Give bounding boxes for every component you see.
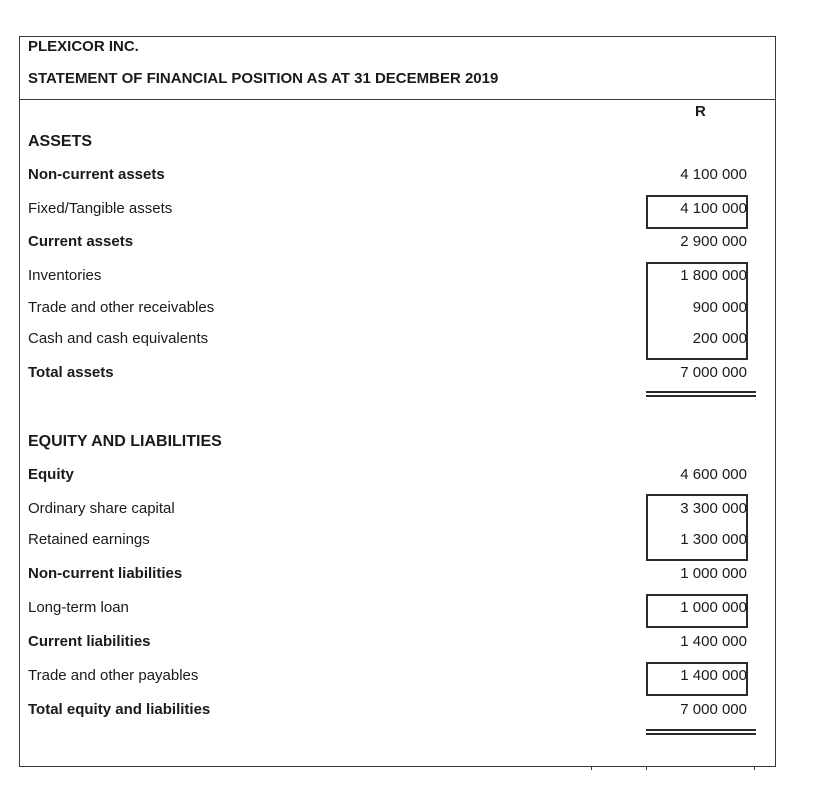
long-term-loan-value: 1 000 000: [680, 599, 747, 616]
total-equity-liabilities-value: 7 000 000: [680, 701, 747, 718]
fixed-tangible-assets-label: Fixed/Tangible assets: [28, 200, 173, 217]
bottom-tick: [591, 766, 592, 770]
equity-liabilities-heading: EQUITY AND LIABILITIES: [28, 433, 222, 450]
statement-title: STATEMENT OF FINANCIAL POSITION AS AT 31 DECEMBER 2019: [28, 70, 499, 87]
assets-heading: ASSETS: [28, 133, 93, 150]
cash-value: 200 000: [692, 330, 747, 347]
payables-value: 1 400 000: [680, 667, 747, 684]
header-divider: [19, 99, 776, 100]
total-assets-value: 7 000 000: [680, 364, 747, 381]
total-assets-double-underline: [646, 391, 756, 397]
current-assets-label: Current assets: [28, 233, 134, 250]
inventories-label: Inventories: [28, 267, 102, 284]
company-name: PLEXICOR INC.: [28, 38, 139, 55]
bottom-tick: [646, 766, 647, 770]
inventories-value: 1 800 000: [680, 267, 747, 284]
statement-frame: [19, 36, 776, 767]
long-term-loan-label: Long-term loan: [28, 599, 129, 616]
receivables-value: 900 000: [692, 299, 747, 316]
non-current-liabilities-label: Non-current liabilities: [28, 565, 183, 582]
non-current-liabilities-value: 1 000 000: [680, 565, 747, 582]
share-capital-label: Ordinary share capital: [28, 500, 175, 517]
fixed-tangible-assets-value: 4 100 000: [680, 200, 747, 217]
cash-label: Cash and cash equivalents: [28, 330, 209, 347]
equity-value: 4 600 000: [680, 466, 747, 483]
payables-label: Trade and other payables: [28, 667, 199, 684]
total-equity-liabilities-label: Total equity and liabilities: [28, 701, 211, 718]
retained-earnings-value: 1 300 000: [680, 531, 747, 548]
non-current-assets-label: Non-current assets: [28, 166, 165, 183]
bottom-tick: [754, 766, 755, 770]
current-liabilities-label: Current liabilities: [28, 633, 151, 650]
equity-label: Equity: [28, 466, 74, 483]
current-liabilities-value: 1 400 000: [680, 633, 747, 650]
currency-label: R: [695, 103, 706, 120]
non-current-assets-value: 4 100 000: [680, 166, 747, 183]
total-assets-label: Total assets: [28, 364, 114, 381]
current-assets-value: 2 900 000: [680, 233, 747, 250]
receivables-label: Trade and other receivables: [28, 299, 215, 316]
total-equity-liabilities-double-underline: [646, 729, 756, 735]
share-capital-value: 3 300 000: [680, 500, 747, 517]
retained-earnings-label: Retained earnings: [28, 531, 150, 548]
